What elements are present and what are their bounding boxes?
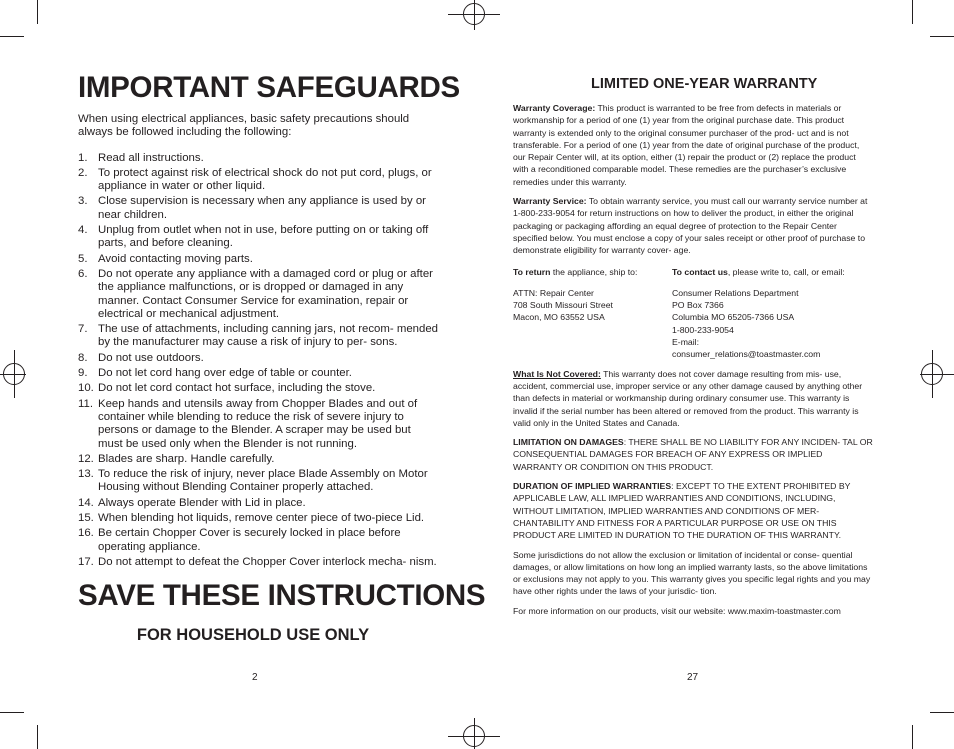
safeguard-item (78, 556, 438, 569)
safeguard-text: Keep hands and utensils away from Chopper Blades and out of container while blending to reduce the risk of severe injury to persons or damage to the Blender. A scraper may be used but must be used only when the Blender is not running. (98, 397, 418, 450)
safeguard-text: Avoid contacting moving parts. (98, 252, 253, 265)
warranty-service-paragraph (513, 195, 873, 256)
warranty-title: LIMITED ONE-YEAR WARRANTY (591, 76, 818, 92)
safeguard-number: 15. (78, 512, 94, 525)
return-label: To return (513, 266, 551, 277)
contact-label: To contact us (672, 266, 728, 277)
not-covered-paragraph (513, 368, 873, 429)
not-covered-label: What Is Not Covered: (513, 368, 601, 379)
safeguard-item (78, 323, 438, 350)
safeguard-text: The use of attachments, including canning jars, not recom- mended by the manufacturer may cause a risk of injury to per- sons. (98, 323, 439, 349)
address-line: PO Box 7366 (672, 300, 724, 311)
intro-text: When using electrical appliances, basic safety precautions should always be followed including the following: (78, 113, 410, 139)
safeguard-number: 7. (78, 323, 88, 336)
crop-mark (37, 0, 38, 24)
more-info-paragraph: For more information on our products, visit our website: www.maxim-toastmaster.com (513, 605, 841, 616)
safeguard-text: Be certain Chopper Cover is securely locked in place before operating appliance. (98, 527, 401, 553)
safeguard-item (78, 195, 438, 222)
warranty-service-text: To obtain warranty service, you must call our warranty service number at 1-800-233-9054 for return instructions on how to deliver the product, in either the original packaging or packaging affording an equal degree of protection to the Repair Center specified below. You must enclose a copy of your sales receipt or other proof of purchase to demonstrate eligibility for warranty cover- age. (513, 196, 868, 256)
address-line: 708 South Missouri Street (513, 300, 613, 311)
address-line: Columbia MO 65205-7366 USA (672, 312, 795, 323)
return-address (513, 287, 672, 361)
safeguard-number: 10. (78, 382, 94, 395)
contact-address (672, 287, 873, 361)
safeguard-number: 1. (78, 151, 88, 164)
address-line: Consumer Relations Department (672, 287, 799, 298)
limitation-label: LIMITATION ON DAMAGES (513, 437, 624, 448)
safeguard-number: 13. (78, 468, 94, 481)
warranty-coverage-label: Warranty Coverage: (513, 103, 596, 113)
safeguard-text: Do not operate any appliance with a damaged cord or plug or after the appliance malfunctions, or is dropped or damaged in any manner. Contact Consumer Service for examination, repair or electrical or mechanical adjustment. (98, 267, 433, 320)
safeguard-number: 11. (78, 397, 93, 410)
safeguard-item (78, 224, 438, 251)
safeguard-item (78, 152, 438, 165)
safeguard-item (78, 268, 438, 321)
safeguard-number: 14. (78, 496, 94, 509)
limitation-text: : THERE SHALL BE NO LIABILITY FOR ANY INCIDEN- TAL OR CONSEQUENTIAL DAMAGES FOR BREACH OF ANY EXPRESS OR IMPLIED WARRANTY OR CONDITION ON THIS PRODUCT. (513, 437, 873, 472)
safeguard-text: Do not let cord contact hot surface, including the stove. (98, 382, 376, 395)
safeguard-item (78, 512, 438, 525)
safeguard-text: To reduce the risk of injury, never place Blade Assembly on Motor Housing without Blending Container properly attached. (98, 468, 428, 494)
jurisdiction-paragraph: Some jurisdictions do not allow the exclusion or limitation of incidental or conse- quential damages, or allow limitations on how long an implied warranty lasts, so the above limitations or exclusions may not apply to you. This warranty gives you specific legal rights and you may have other rights under the laws of your jurisdic- tion. (513, 549, 871, 597)
crop-mark (912, 725, 913, 749)
safeguard-number: 4. (78, 224, 88, 237)
not-covered-text: This warranty does not cover damage resulting from mis- use, accident, commercial use, improper service or any other damage caused by anything other than defects in material or workmanship during ordinary consumer use. This warranty is invalid if the serial number has been altered or removed from the product. This warranty is valid only in the United States and Canada. (513, 368, 863, 428)
safeguards-list (78, 152, 438, 570)
safeguard-item (78, 398, 438, 451)
page-title: IMPORTANT SAFEGUARDS (78, 71, 460, 104)
limitation-paragraph (513, 436, 873, 473)
page-number-left: 2 (252, 672, 258, 683)
safeguard-text: Read all instructions. (98, 151, 204, 164)
safeguard-item (78, 453, 438, 466)
crop-mark (930, 712, 954, 713)
addresses (513, 287, 873, 361)
safeguard-item (78, 468, 438, 495)
safeguard-number: 16. (78, 527, 94, 540)
duration-text: : EXCEPT TO THE EXTENT PROHIBITED BY APPLICABLE LAW, ALL IMPLIED WARRANTIES AND CONDITIONS, INCLUDING, WITHOUT LIMITATION, IMPLIED WARRANTIES AND CONDITIONS OF MER- CHANTABILITY AND FITNESS FOR A PARTICULAR PURPOSE OR USE ON THIS PRODUCT ARE LIMITED IN DURATION TO THE DURATION OF THIS WARRANTY. (513, 481, 851, 541)
safeguard-item (78, 527, 438, 554)
duration-paragraph (513, 480, 873, 541)
safeguard-number: 8. (78, 351, 88, 364)
duration-label: DURATION OF IMPLIED WARRANTIES (513, 481, 672, 492)
safeguard-text: Unplug from outlet when not in use, before putting on or taking off parts, and before cleaning. (98, 224, 429, 250)
phone-number: 1-800-233-9054 (672, 324, 734, 335)
safeguard-number: 6. (78, 267, 88, 280)
warranty-coverage-text: This product is warranted to be free from defects in materials or workmanship for a period of one (1) year from the original purchase date. This product warranty is extended only to the original consumer purchaser of the prod- uct and is not transferable. For a period of one (1) year from the date of original purchase of the product, our Repair Center will, at its option, either (1) repair the product or (2) replace the product with a reconditioned comparable model. These remedies are the purchaser’s exclusive remedies under this warranty. (513, 103, 860, 187)
safeguard-item (78, 167, 438, 194)
return-text: the appliance, ship to: (550, 266, 638, 277)
right-page (513, 75, 873, 617)
warranty-coverage-paragraph (513, 102, 873, 188)
safeguard-number: 9. (78, 367, 88, 380)
crop-mark (912, 0, 913, 24)
safeguard-item (78, 382, 438, 395)
safeguard-text: Always operate Blender with Lid in place. (98, 496, 306, 509)
safeguard-text: Do not attempt to defeat the Chopper Cover interlock mecha- nism. (98, 555, 437, 568)
crop-mark (0, 36, 24, 37)
safeguard-number: 12. (78, 452, 94, 465)
crop-mark (37, 725, 38, 749)
safeguard-item (78, 497, 438, 510)
crop-mark (0, 712, 24, 713)
safeguard-text: Do not let cord hang over edge of table or counter. (98, 367, 352, 380)
page-number-right: 27 (687, 672, 699, 683)
address-headers (513, 266, 873, 278)
save-instructions-title: SAVE THESE INSTRUCTIONS (78, 579, 486, 613)
warranty-service-label: Warranty Service: (513, 196, 587, 207)
left-page (78, 70, 486, 645)
crop-mark (930, 36, 954, 37)
contact-text: , please write to, call, or email: (727, 266, 845, 277)
safeguard-text: Blades are sharp. Handle carefully. (98, 452, 275, 465)
safeguard-number: 2. (78, 166, 88, 179)
email-label: E-mail: (672, 337, 700, 348)
address-line: Macon, MO 63552 USA (513, 312, 605, 323)
safeguard-item (78, 352, 438, 365)
safeguard-number: 3. (78, 195, 88, 208)
safeguard-text: Close supervision is necessary when any appliance is used by or near children. (98, 195, 426, 221)
safeguard-text: When blending hot liquids, remove center piece of two-piece Lid. (98, 512, 425, 525)
household-use-heading: FOR HOUSEHOLD USE ONLY (136, 626, 370, 645)
safeguard-number: 5. (78, 252, 88, 265)
safeguard-item (78, 253, 438, 266)
safeguard-number: 17. (78, 555, 94, 568)
safeguard-text: To protect against risk of electrical shock do not put cord, plugs, or appliance in water or other liquid. (98, 166, 432, 193)
safeguard-item (78, 367, 438, 380)
safeguard-text: Do not use outdoors. (98, 351, 204, 364)
email-address: consumer_relations@toastmaster.com (672, 349, 821, 360)
address-line: ATTN: Repair Center (513, 287, 594, 298)
